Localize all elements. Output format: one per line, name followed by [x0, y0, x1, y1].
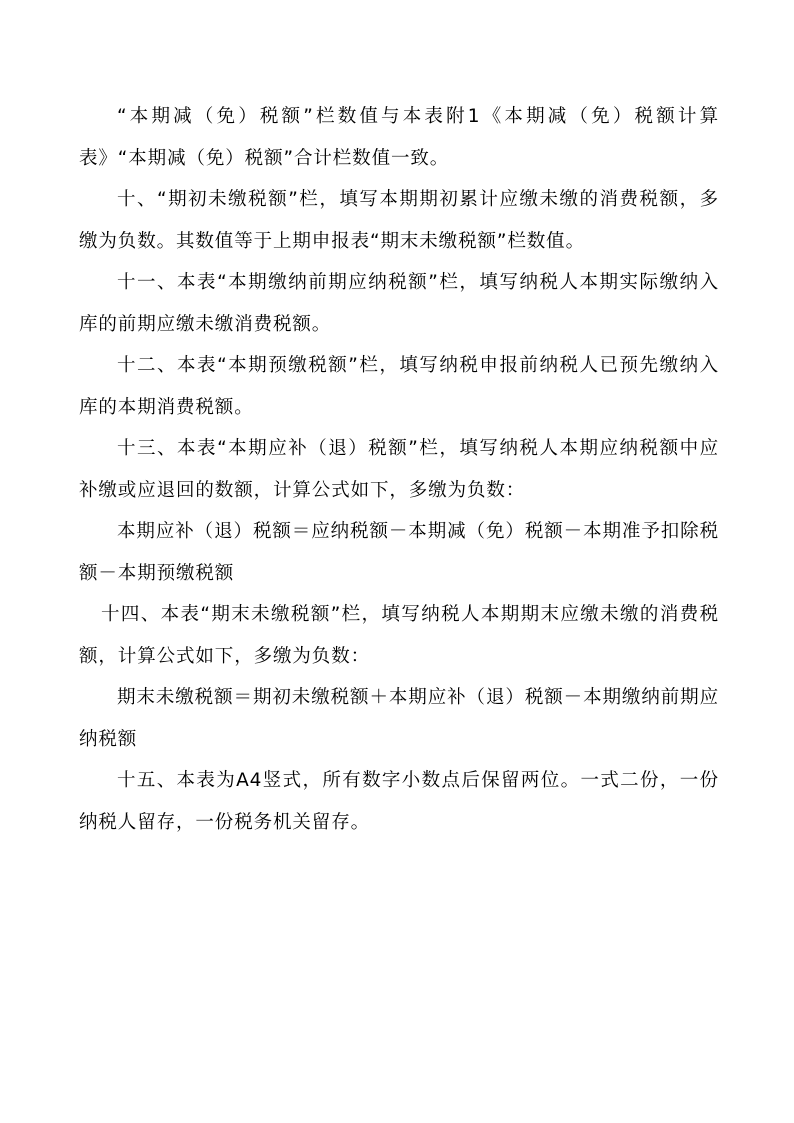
document-body — [79, 96, 719, 843]
formula-ending-unpaid-tax: 期末未缴税额＝期初未缴税额＋本期应补（退）税额－本期缴纳前期应纳税额 — [79, 687, 719, 750]
paragraph-item-15: 十五、本表为A4竖式，所有数字小数点后保留两位。一式二份，一份纳税人留存，一份税务机关留存。 — [79, 770, 719, 833]
paragraph-item-10: 十、“期初未缴税额”栏，填写本期期初累计应缴未缴的消费税额，多缴为负数。其数值等于上期申报表“期末未缴税额”栏数值。 — [79, 189, 719, 252]
paragraph-item-12: 十二、本表“本期预缴税额”栏，填写纳税申报前纳税人已预先缴纳入库的本期消费税额。 — [79, 355, 719, 418]
paragraph-reduction-note: “本期减（免）税额”栏数值与本表附1《本期减（免）税额计算表》“本期减（免）税额”合计栏数值一致。 — [79, 106, 719, 169]
paragraph-item-14: 十四、本表“期末未缴税额”栏，填写纳税人本期期末应缴未缴的消费税额，计算公式如下，多缴为负数： — [79, 604, 719, 667]
formula-refund-tax: 本期应补（退）税额＝应纳税额－本期减（免）税额－本期准予扣除税额－本期预缴税额 — [79, 521, 719, 584]
paragraph-item-11: 十一、本表“本期缴纳前期应纳税额”栏，填写纳税人本期实际缴纳入库的前期应缴未缴消费税额。 — [79, 272, 719, 335]
paragraph-item-13: 十三、本表“本期应补（退）税额”栏，填写纳税人本期应纳税额中应补缴或应退回的数额，计算公式如下，多缴为负数： — [79, 438, 719, 501]
